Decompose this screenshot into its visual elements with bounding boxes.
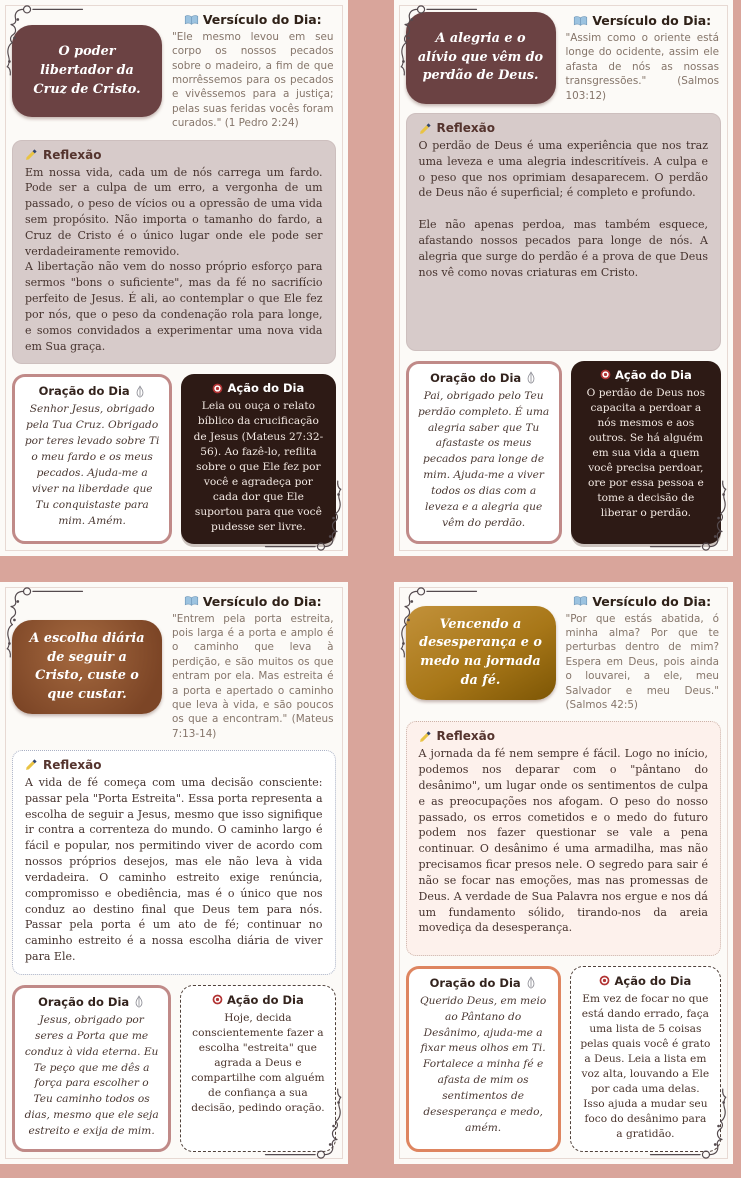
verse-section — [172, 12, 334, 131]
card-title: Vencendo a desesperança e o medo na jornada da fé. — [406, 606, 556, 700]
corner-flourish-icon — [648, 1079, 732, 1163]
praying-hands-icon — [525, 976, 537, 989]
reflection-section — [12, 140, 336, 365]
reflection-section — [406, 113, 722, 351]
pencil-icon — [419, 122, 432, 135]
card-title: A escolha diária de seguir a Cristo, custe o que custar. — [12, 620, 162, 714]
card-title: O poder libertador da Cruz de Cristo. — [12, 25, 162, 117]
verse-section — [566, 594, 720, 713]
reflection-text: A jornada da fé nem sempre é fácil. Logo no início, podemos nos deparar com o "pântano do desânimo", um lugar onde os sentimentos de culpa e as preocupações nos afogam. O peso do nosso passado, os erros cometidos e o medo do futuro podem nos fazer questionar se vale a pena continuar. O desânimo é uma armadilha, mas não precisamos ficar presos nele. O segredo para sair é não se focar nas emoções, mas nas promessas de Deus. A verdade de Sua Palavra nos ergue e nos dá um fundamento sólido, tirando-nos da areia movediça da desesperança. — [419, 746, 709, 936]
reflection-header-label: Reflexão — [43, 148, 102, 162]
grid-cell-top-left — [0, 0, 371, 569]
prayer-text: Pai, obrigado pelo Teu perdão completo. É uma alegria saber que Tu afastaste os meus pecados para longe de mim. Ajuda-me a viver todos os dias com a leveza e a alegria que vêm do perdão. — [418, 389, 550, 532]
verse-text: "Entrem pela porta estreita, pois larga é a porta e amplo é o caminho que leva à perdição, e são muitos os que entram por ela. Mas estreita é a porta e apertado o caminho que leva à vida, e são poucos os que a encontram." (Mateus 7:13-14) — [172, 612, 334, 741]
verse-text: "Por que estás abatida, ó minha alma? Por que te perturbas dentro de mim? Espera em Deus, pois ainda o louvarei, a ele, meu Salvador e meu Deus." (Salmos 42:5) — [566, 612, 720, 713]
prayer-box — [12, 985, 171, 1152]
corner-flourish-icon — [263, 1079, 347, 1163]
verse-header-label: Versículo do Dia: — [203, 12, 322, 27]
prayer-text: Querido Deus, em meio ao Pântano do Desânimo, ajuda-me a fixar meus olhos em Ti. Fortalece a minha fé e afasta de mim os sentimentos de desesperança e medo, amém. — [418, 994, 549, 1137]
corner-flourish-icon — [263, 471, 347, 555]
prayer-header-label: Oração do Dia — [430, 371, 521, 385]
corner-flourish-icon — [648, 471, 732, 555]
target-icon — [212, 994, 223, 1005]
reflection-text: O perdão de Deus é uma experiência que nos traz uma leveza e uma alegria indescritíveis. A culpa e o peso que nos oprimiam desaparecem. O perdão de Deus não é superficial; é completo e profundo. Ele não apenas perdoa, mas também esquece, afastando nossos pecados para longe de nós. A alegria que surge do perdão é a prova de que Deus nos vê como novas criaturas em Cristo. — [419, 138, 709, 280]
pencil-icon — [25, 148, 38, 161]
verse-text: "Assim como o oriente está longe do ocidente, assim ele afasta de nós as nossas transgressões." (Salmos 103:12) — [566, 31, 720, 103]
corner-flourish-icon — [395, 1, 479, 85]
prayer-header — [418, 976, 549, 990]
grid-cell-bottom-left — [0, 569, 371, 1178]
reflection-text: Em nossa vida, cada um de nós carrega um fardo. Pode ser a culpa de um erro, a vergonha de um passado, o peso de vícios ou a opressão de uma vida sem propósito. Não importa o tamanho do fardo, a Cruz de Cristo é o único lugar onde ele pode ser verdadeiramente removido. A libertação não vem do nosso próprio esforço para sermos "bons o suficiente", mas da fé no sacrifício perfeito de Jesus. É ali, ao contemplar o que Ele fez por nós, que o peso da condenação rola para longe, e somos convidados a experimentar uma nova vida em Sua graça. — [25, 165, 323, 355]
book-icon — [573, 595, 588, 607]
action-header-label: Ação do Dia — [227, 993, 304, 1007]
book-icon — [184, 14, 199, 26]
pencil-icon — [419, 730, 432, 743]
verse-header — [172, 594, 334, 609]
reflection-text: A vida de fé começa com uma decisão consciente: passar pela "Porta Estreita". Essa porta representa a escolha de seguir a Jesus, mesmo que isso signifique ir contra a correnteza do mundo. O caminho largo é fácil e popular, nos permitindo viver de acordo com nossos próprios desejos, mas ele não leva à vida verdadeira. O caminho estreito exige renúncia, compromisso e obediência, mas é o único que nos conduz ao destino final que Deus tem para nós. Passar pela porta é um ato de fé; continuar no caminho estreito é a nossa escolha diária de viver para Ele. — [25, 775, 323, 965]
prayer-box — [406, 361, 562, 544]
target-icon — [599, 975, 610, 986]
prayer-box — [406, 966, 561, 1152]
verse-header — [172, 12, 334, 27]
devotional-card-4 — [394, 582, 734, 1164]
action-header-label: Ação do Dia — [227, 381, 304, 395]
reflection-header — [25, 148, 323, 162]
verse-header-label: Versículo do Dia: — [592, 13, 711, 28]
prayer-header — [418, 371, 550, 385]
target-icon — [212, 383, 223, 394]
pencil-icon — [25, 758, 38, 771]
action-header — [190, 993, 325, 1007]
corner-flourish-icon — [1, 1, 85, 85]
reflection-header — [419, 729, 709, 743]
action-text: Hoje, decida conscientemente fazer a escolha "estreita" que agrada a Deus e compartilhe com alguém de confiança a sua decisão, pedindo oração. — [190, 1011, 325, 1116]
praying-hands-icon — [525, 371, 537, 384]
praying-hands-icon — [134, 385, 146, 398]
target-icon — [600, 369, 611, 380]
reflection-header — [25, 758, 323, 772]
action-header — [580, 974, 711, 988]
verse-header-label: Versículo do Dia: — [592, 594, 711, 609]
prayer-header — [24, 384, 160, 398]
prayer-header — [24, 995, 159, 1009]
action-text: Em vez de focar no que está dando errado, faça uma lista de 5 coisas pelas quais você é grato a Deus. Leia a lista em voz alta, louvando a Ele por cada uma delas. Isso ajuda a mudar seu foco do desânimo para a gratidão. — [580, 992, 711, 1142]
book-icon — [573, 15, 588, 27]
action-text: Leia ou ouça o relato bíblico da crucificação de Jesus (Mateus 27:32-56). Ao fazê-lo, reflita sobre o que Ele fez por você e agradeça por cada dor que Ele suportou para que você pudesse ser livre. — [190, 399, 326, 534]
prayer-box — [12, 374, 172, 543]
book-icon — [184, 595, 199, 607]
prayer-header-label: Oração do Dia — [39, 384, 130, 398]
grid-cell-bottom-right — [371, 569, 741, 1178]
prayer-text: Jesus, obrigado por seres a Porta que me conduz à vida eterna. Eu Te peço que me dês a força para escolher o Teu caminho todos os dias, mesmo que ele seja estreito e exija de mim. — [24, 1013, 159, 1140]
devotional-card-1 — [0, 0, 348, 556]
verse-header — [566, 13, 720, 28]
corner-flourish-icon — [395, 583, 479, 667]
action-header-label: Ação do Dia — [614, 974, 691, 988]
praying-hands-icon — [133, 995, 145, 1008]
reflection-section — [406, 721, 722, 955]
action-text: O perdão de Deus nos capacita a perdoar a nós mesmos e aos outros. Se há alguém em sua vida a quem você precisa perdoar, ore por essa pessoa e tome a decisão de liberar o perdão. — [580, 386, 712, 521]
reflection-header-label: Reflexão — [43, 758, 102, 772]
devotional-card-2 — [394, 0, 734, 556]
prayer-text: Senhor Jesus, obrigado pela Tua Cruz. Obrigado por teres levado sobre Ti o meu fardo e os meus pecados. Ajuda-me a viver na liberdade que Tu conquistaste para mim. Amém. — [24, 402, 160, 529]
corner-flourish-icon — [1, 583, 85, 667]
action-header — [580, 368, 712, 382]
reflection-header — [419, 121, 709, 135]
reflection-section — [12, 750, 336, 975]
verse-header-label: Versículo do Dia: — [203, 594, 322, 609]
action-header-label: Ação do Dia — [615, 368, 692, 382]
action-header — [190, 381, 326, 395]
reflection-header-label: Reflexão — [437, 729, 496, 743]
verse-header — [566, 594, 720, 609]
verse-section — [172, 594, 334, 741]
reflection-header-label: Reflexão — [437, 121, 496, 135]
card-title: A alegria e o alívio que vêm do perdão de Deus. — [406, 12, 556, 104]
devotional-card-3 — [0, 582, 348, 1164]
prayer-header-label: Oração do Dia — [430, 976, 521, 990]
verse-section — [566, 13, 720, 103]
grid-cell-top-right — [371, 0, 741, 569]
prayer-header-label: Oração do Dia — [38, 995, 129, 1009]
verse-text: "Ele mesmo levou em seu corpo os nossos pecados sobre o madeiro, a fim de que morrêssemos para os pecados e vivêssemos para a justiça; pelas suas feridas vocês foram curados." (1 Pedro 2:24) — [172, 30, 334, 131]
